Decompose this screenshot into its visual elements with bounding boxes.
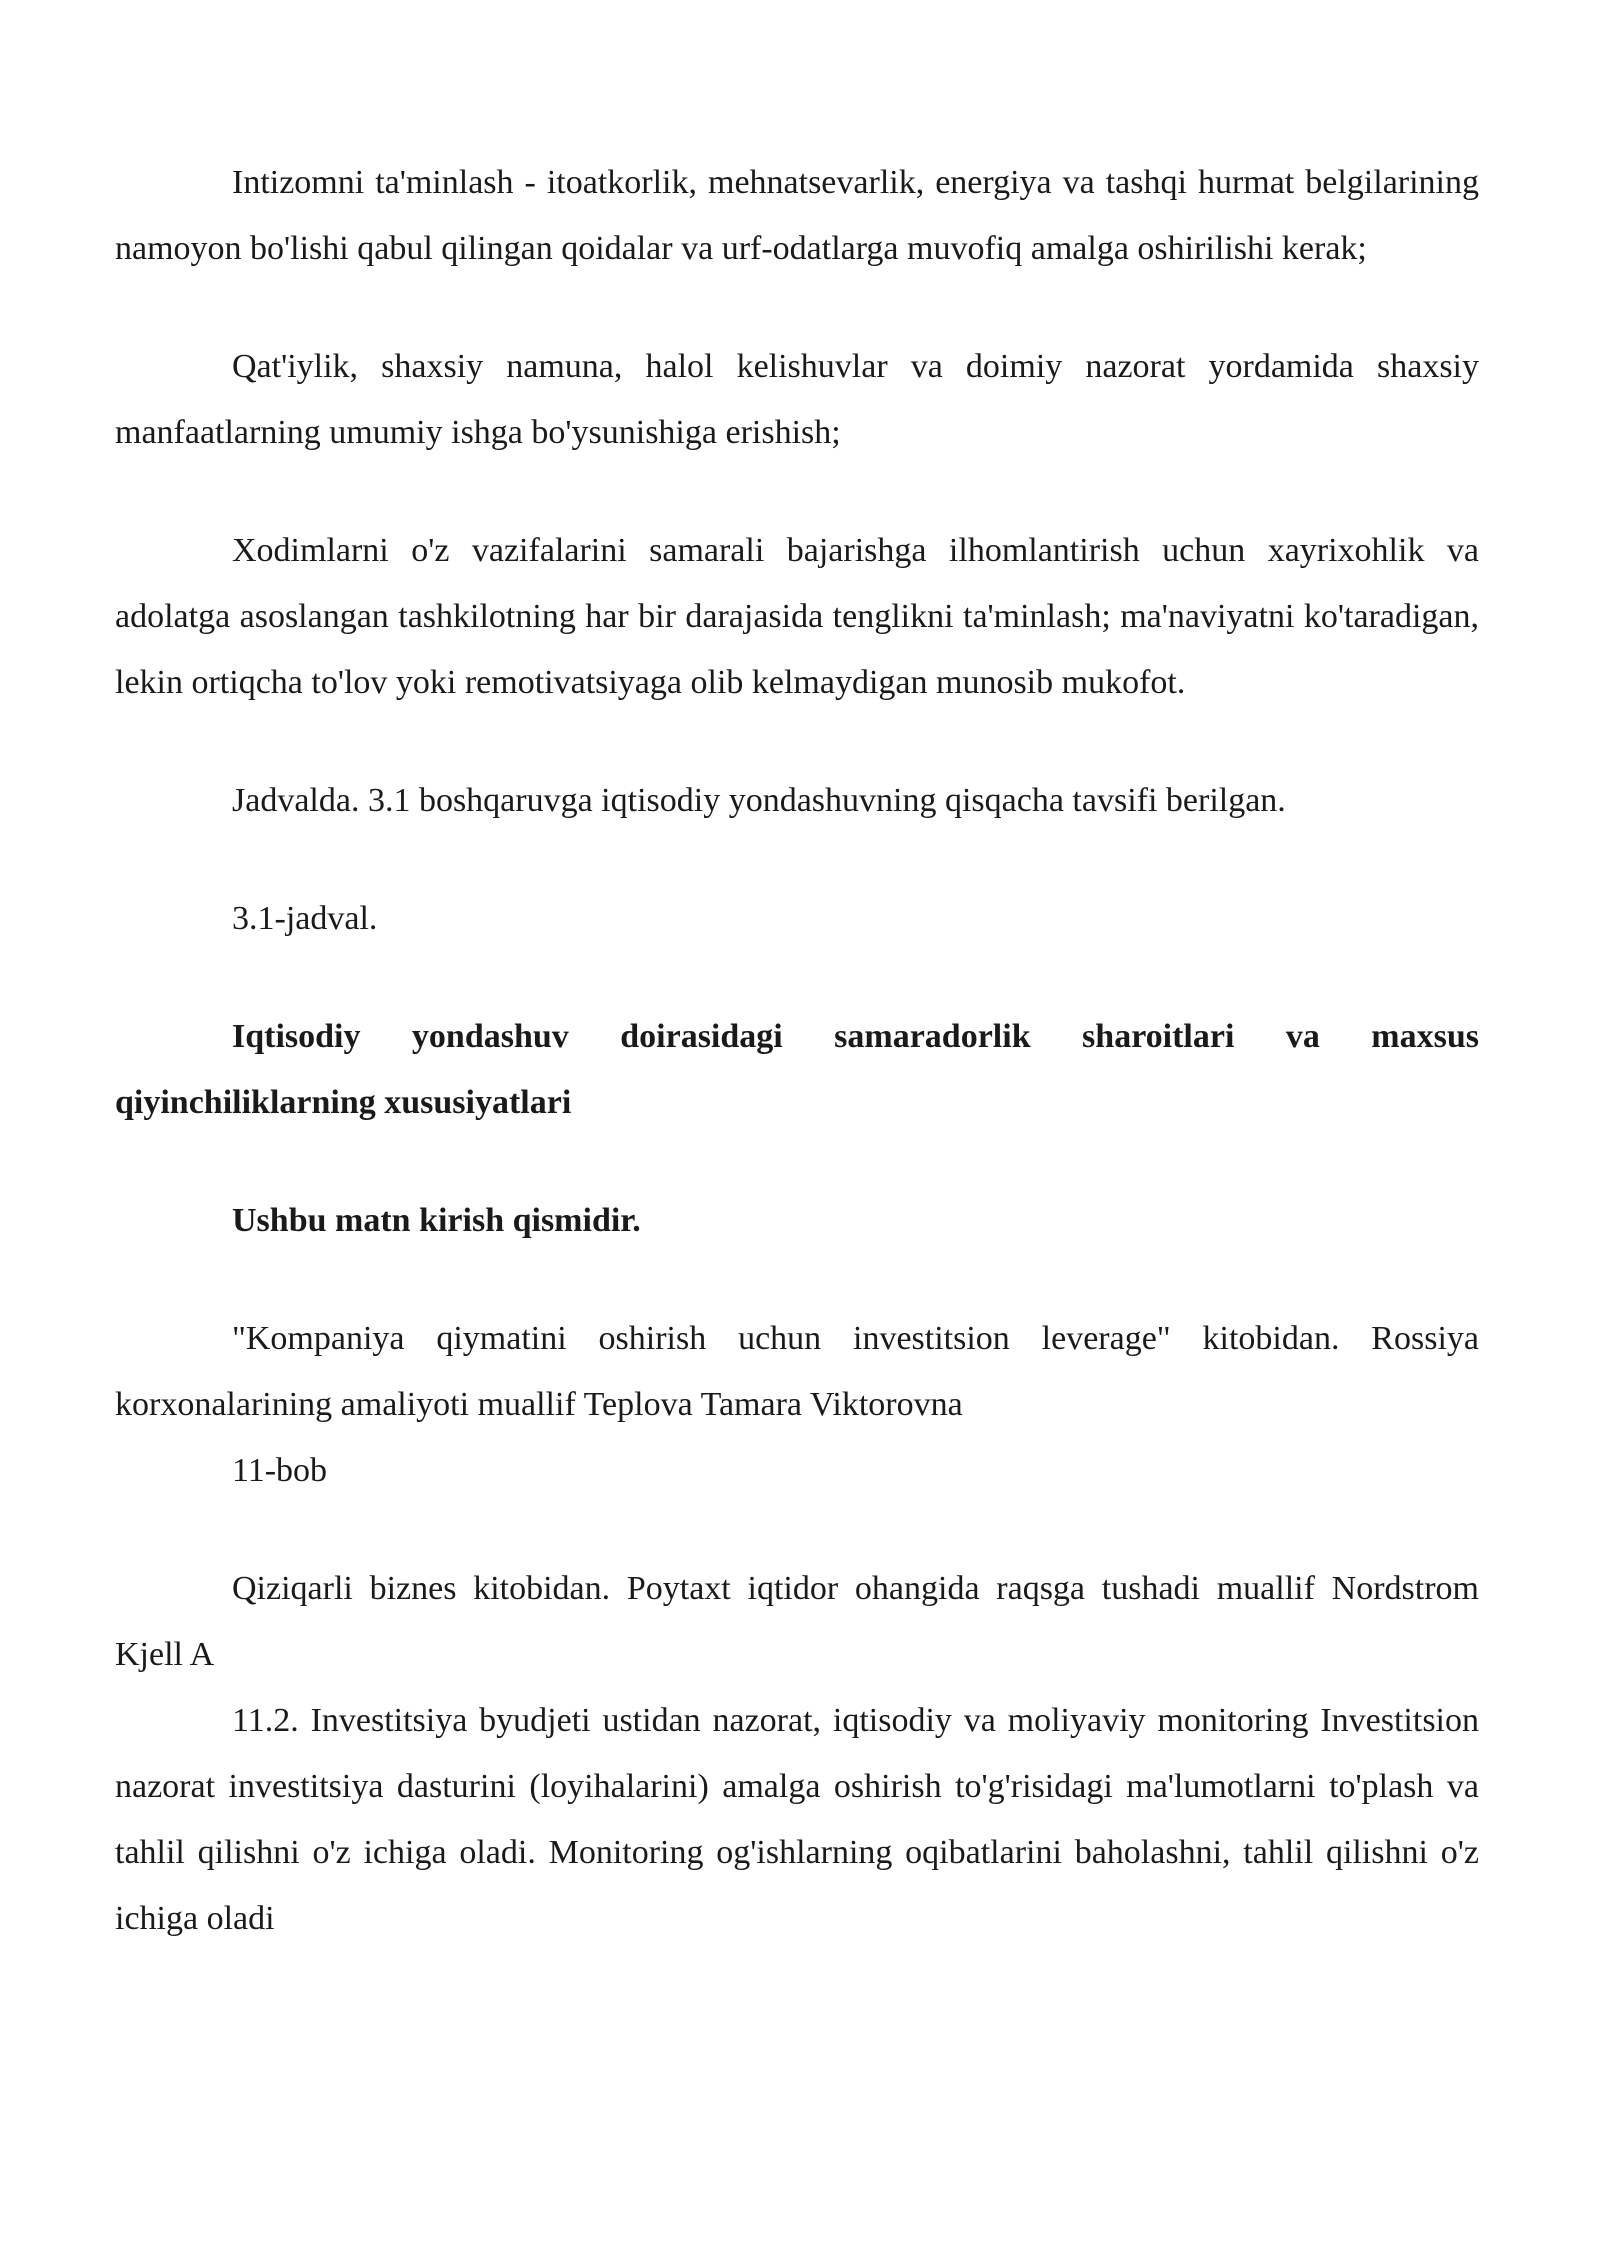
intro-note: Ushbu matn kirish qismidir. xyxy=(232,1202,641,1239)
paragraph-employees: Xodimlarni o'z vazifalarini samarali bajarishga ilhomlantirish uchun xayrixohlik va adolatga asoslangan tashkilotning har bir darajasida tenglikni ta'minlash; ma'naviyatni ko'taradigan, lekin ortiqcha to'lov yoki remotivatsiyaga olib kelmaydigan munosib mukofot. xyxy=(115,532,1479,701)
document-page xyxy=(115,150,1479,1952)
table-title: Iqtisodiy yondashuv doirasidagi samaradorlik sharoitlari va maxsus qiyinchiliklarning xususiyatlari xyxy=(115,1018,1479,1121)
book-reference-1: "Kompaniya qiymatini oshirish uchun investitsion leverage" kitobidan. Rossiya korxonalarining amaliyoti muallif Teplova Tamara Viktorovna xyxy=(115,1320,1479,1423)
section-investment-control: 11.2. Investitsiya byudjeti ustidan nazorat, iqtisodiy va moliyaviy monitoring Investitsion nazorat investitsiya dasturini (loyihalarini) amalga oshirish to'g'risidagi ma'lumotlarni to'plash va tahlil qilishni o'z ichiga oladi. Monitoring og'ishlarning oqibatlarini baholashni, tahlil qilishni o'z ichiga oladi xyxy=(115,1702,1479,1937)
paragraph-discipline: Intizomni ta'minlash - itoatkorlik, mehnatsevarlik, energiya va tashqi hurmat belgilarining namoyon bo'lishi qabul qilingan qoidalar va urf-odatlarga muvofiq amalga oshirilishi kerak; xyxy=(115,164,1479,267)
chapter-label: 11-bob xyxy=(232,1452,328,1489)
paragraph-table-intro: Jadvalda. 3.1 boshqaruvga iqtisodiy yondashuvning qisqacha tavsifi berilgan. xyxy=(232,782,1286,819)
book-reference-2: Qiziqarli biznes kitobidan. Poytaxt iqtidor ohangida raqsga tushadi muallif Nordstrom Kjell A xyxy=(115,1570,1479,1673)
table-caption: 3.1-jadval. xyxy=(232,900,378,937)
paragraph-firmness: Qat'iylik, shaxsiy namuna, halol kelishuvlar va doimiy nazorat yordamida shaxsiy manfaatlarning umumiy ishga bo'ysunishiga erishish; xyxy=(115,348,1479,451)
